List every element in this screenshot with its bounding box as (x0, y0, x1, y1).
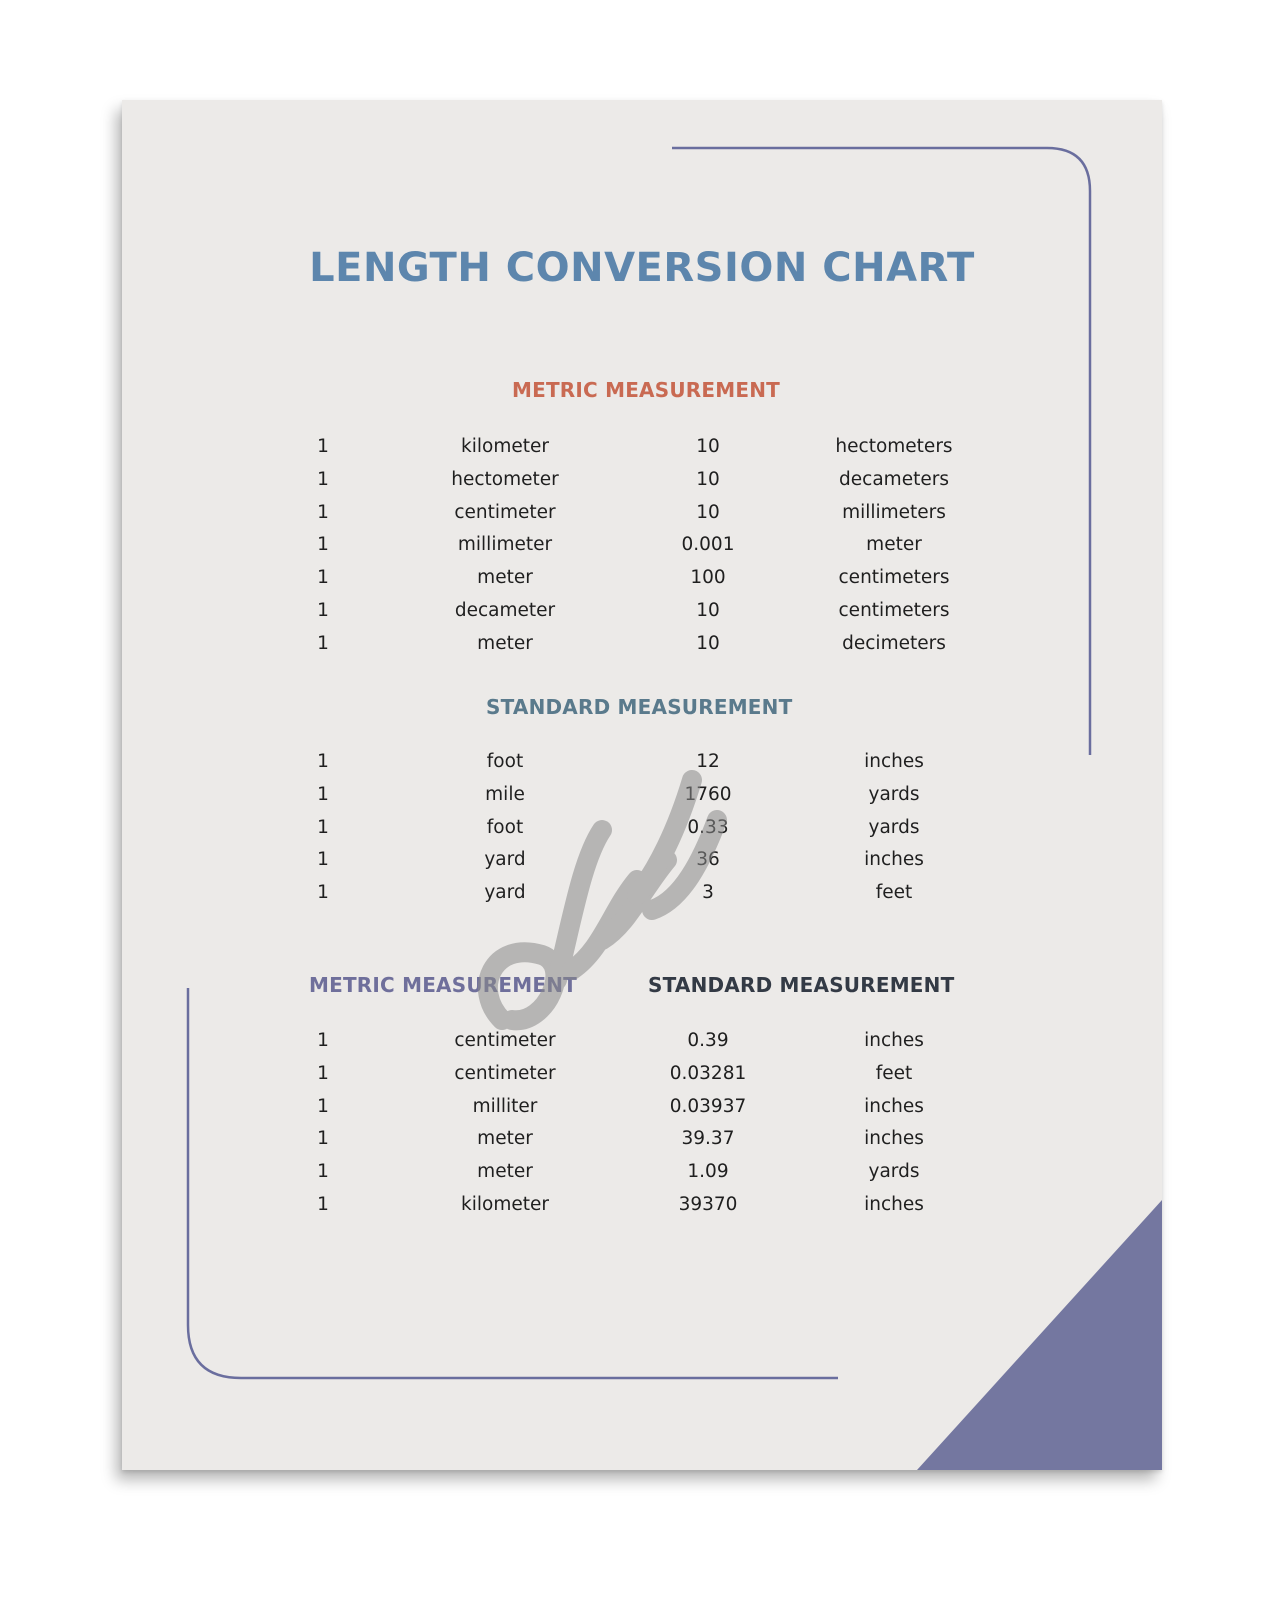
quantity-cell: 1 (317, 1128, 329, 1150)
quantity-cell: 1 (317, 468, 329, 490)
quantity-cell: 1 (317, 849, 329, 871)
factor-cell: 0.03281 (669, 1062, 747, 1084)
corner-triangle (917, 1200, 1162, 1470)
from-unit-cell: centimeter (454, 501, 556, 523)
factor-cell: 12 (696, 751, 720, 772)
table-row (272, 502, 1002, 535)
factor-cell: 100 (690, 567, 726, 589)
to-unit-cell: inches (864, 1128, 924, 1150)
table-row (272, 469, 1002, 502)
to-unit-cell: inches (864, 1193, 924, 1215)
from-unit-cell: hectometer (451, 468, 559, 490)
factor-cell: 10 (696, 436, 720, 457)
from-unit-cell: foot (486, 816, 524, 838)
to-unit-cell: inches (864, 1030, 924, 1051)
from-unit-cell: centimeter (454, 1030, 556, 1051)
from-unit-cell: kilometer (461, 436, 549, 457)
quantity-cell: 1 (317, 816, 329, 838)
quantity-cell: 1 (317, 1062, 329, 1084)
table-row (272, 436, 1002, 469)
quantity-cell: 1 (317, 1193, 329, 1215)
table-row (272, 1096, 1002, 1129)
to-unit-cell: yards (868, 783, 920, 805)
table-row (272, 1128, 1002, 1161)
from-unit-cell: foot (486, 751, 524, 772)
conversion-metric-heading: METRIC MEASUREMENT (309, 973, 577, 997)
factor-cell: 3 (702, 882, 714, 904)
factor-cell: 0.03937 (669, 1095, 747, 1117)
from-unit-cell: mile (485, 783, 525, 805)
to-unit-cell: yards (868, 1161, 920, 1183)
to-unit-cell: hectometers (835, 436, 953, 457)
to-unit-cell: yards (868, 816, 920, 838)
quantity-cell: 1 (317, 501, 329, 523)
quantity-cell: 1 (317, 882, 329, 904)
metric-conversion-table (272, 436, 1002, 666)
to-unit-cell: feet (875, 1062, 913, 1084)
quantity-cell: 1 (317, 1095, 329, 1117)
to-unit-cell: centimeters (838, 599, 950, 621)
to-unit-cell: inches (864, 849, 924, 871)
to-unit-cell: inches (864, 1095, 924, 1117)
factor-cell: 0.001 (681, 534, 735, 556)
to-unit-cell: decameters (839, 468, 949, 490)
conversion-standard-heading: STANDARD MEASUREMENT (648, 973, 955, 997)
quantity-cell: 1 (317, 534, 329, 556)
quantity-cell: 1 (317, 599, 329, 621)
to-unit-cell: meter (866, 534, 922, 556)
factor-cell: 39370 (678, 1193, 738, 1215)
from-unit-cell: kilometer (461, 1193, 549, 1215)
page-title: LENGTH CONVERSION CHART (309, 245, 975, 291)
from-unit-cell: meter (477, 632, 533, 654)
quantity-cell: 1 (317, 567, 329, 589)
from-unit-cell: yard (484, 849, 526, 871)
table-row (272, 534, 1002, 567)
factor-cell: 10 (696, 468, 720, 490)
from-unit-cell: milliter (472, 1095, 538, 1117)
table-row (272, 567, 1002, 600)
quantity-cell: 1 (317, 783, 329, 805)
to-unit-cell: decimeters (842, 632, 946, 654)
quantity-cell: 1 (317, 1030, 329, 1051)
from-unit-cell: centimeter (454, 1062, 556, 1084)
factor-cell: 10 (696, 501, 720, 523)
from-unit-cell: decameter (454, 599, 556, 621)
table-row (272, 633, 1002, 666)
chart-sheet (122, 100, 1162, 1470)
table-row (272, 600, 1002, 633)
standard-section-heading: STANDARD MEASUREMENT (486, 695, 793, 719)
table-row (272, 1194, 1002, 1227)
quantity-cell: 1 (317, 751, 329, 772)
to-unit-cell: inches (864, 751, 924, 772)
factor-cell: 39.37 (681, 1128, 735, 1150)
from-unit-cell: meter (477, 1161, 533, 1183)
factor-cell: 0.33 (687, 816, 729, 838)
factor-cell: 0.39 (687, 1030, 729, 1051)
factor-cell: 10 (696, 599, 720, 621)
from-unit-cell: yard (484, 882, 526, 904)
quantity-cell: 1 (317, 632, 329, 654)
to-unit-cell: centimeters (838, 567, 950, 589)
factor-cell: 1760 (684, 783, 732, 805)
table-row (272, 1161, 1002, 1194)
to-unit-cell: millimeters (842, 501, 946, 523)
quantity-cell: 1 (317, 436, 329, 457)
from-unit-cell: meter (477, 567, 533, 589)
watermark-signature (452, 740, 752, 1070)
metric-section-heading: METRIC MEASUREMENT (512, 378, 780, 402)
factor-cell: 1.09 (687, 1161, 729, 1183)
from-unit-cell: meter (477, 1128, 533, 1150)
factor-cell: 36 (696, 849, 720, 871)
to-unit-cell: feet (875, 882, 913, 904)
factor-cell: 10 (696, 632, 720, 654)
quantity-cell: 1 (317, 1161, 329, 1183)
from-unit-cell: millimeter (457, 534, 553, 556)
